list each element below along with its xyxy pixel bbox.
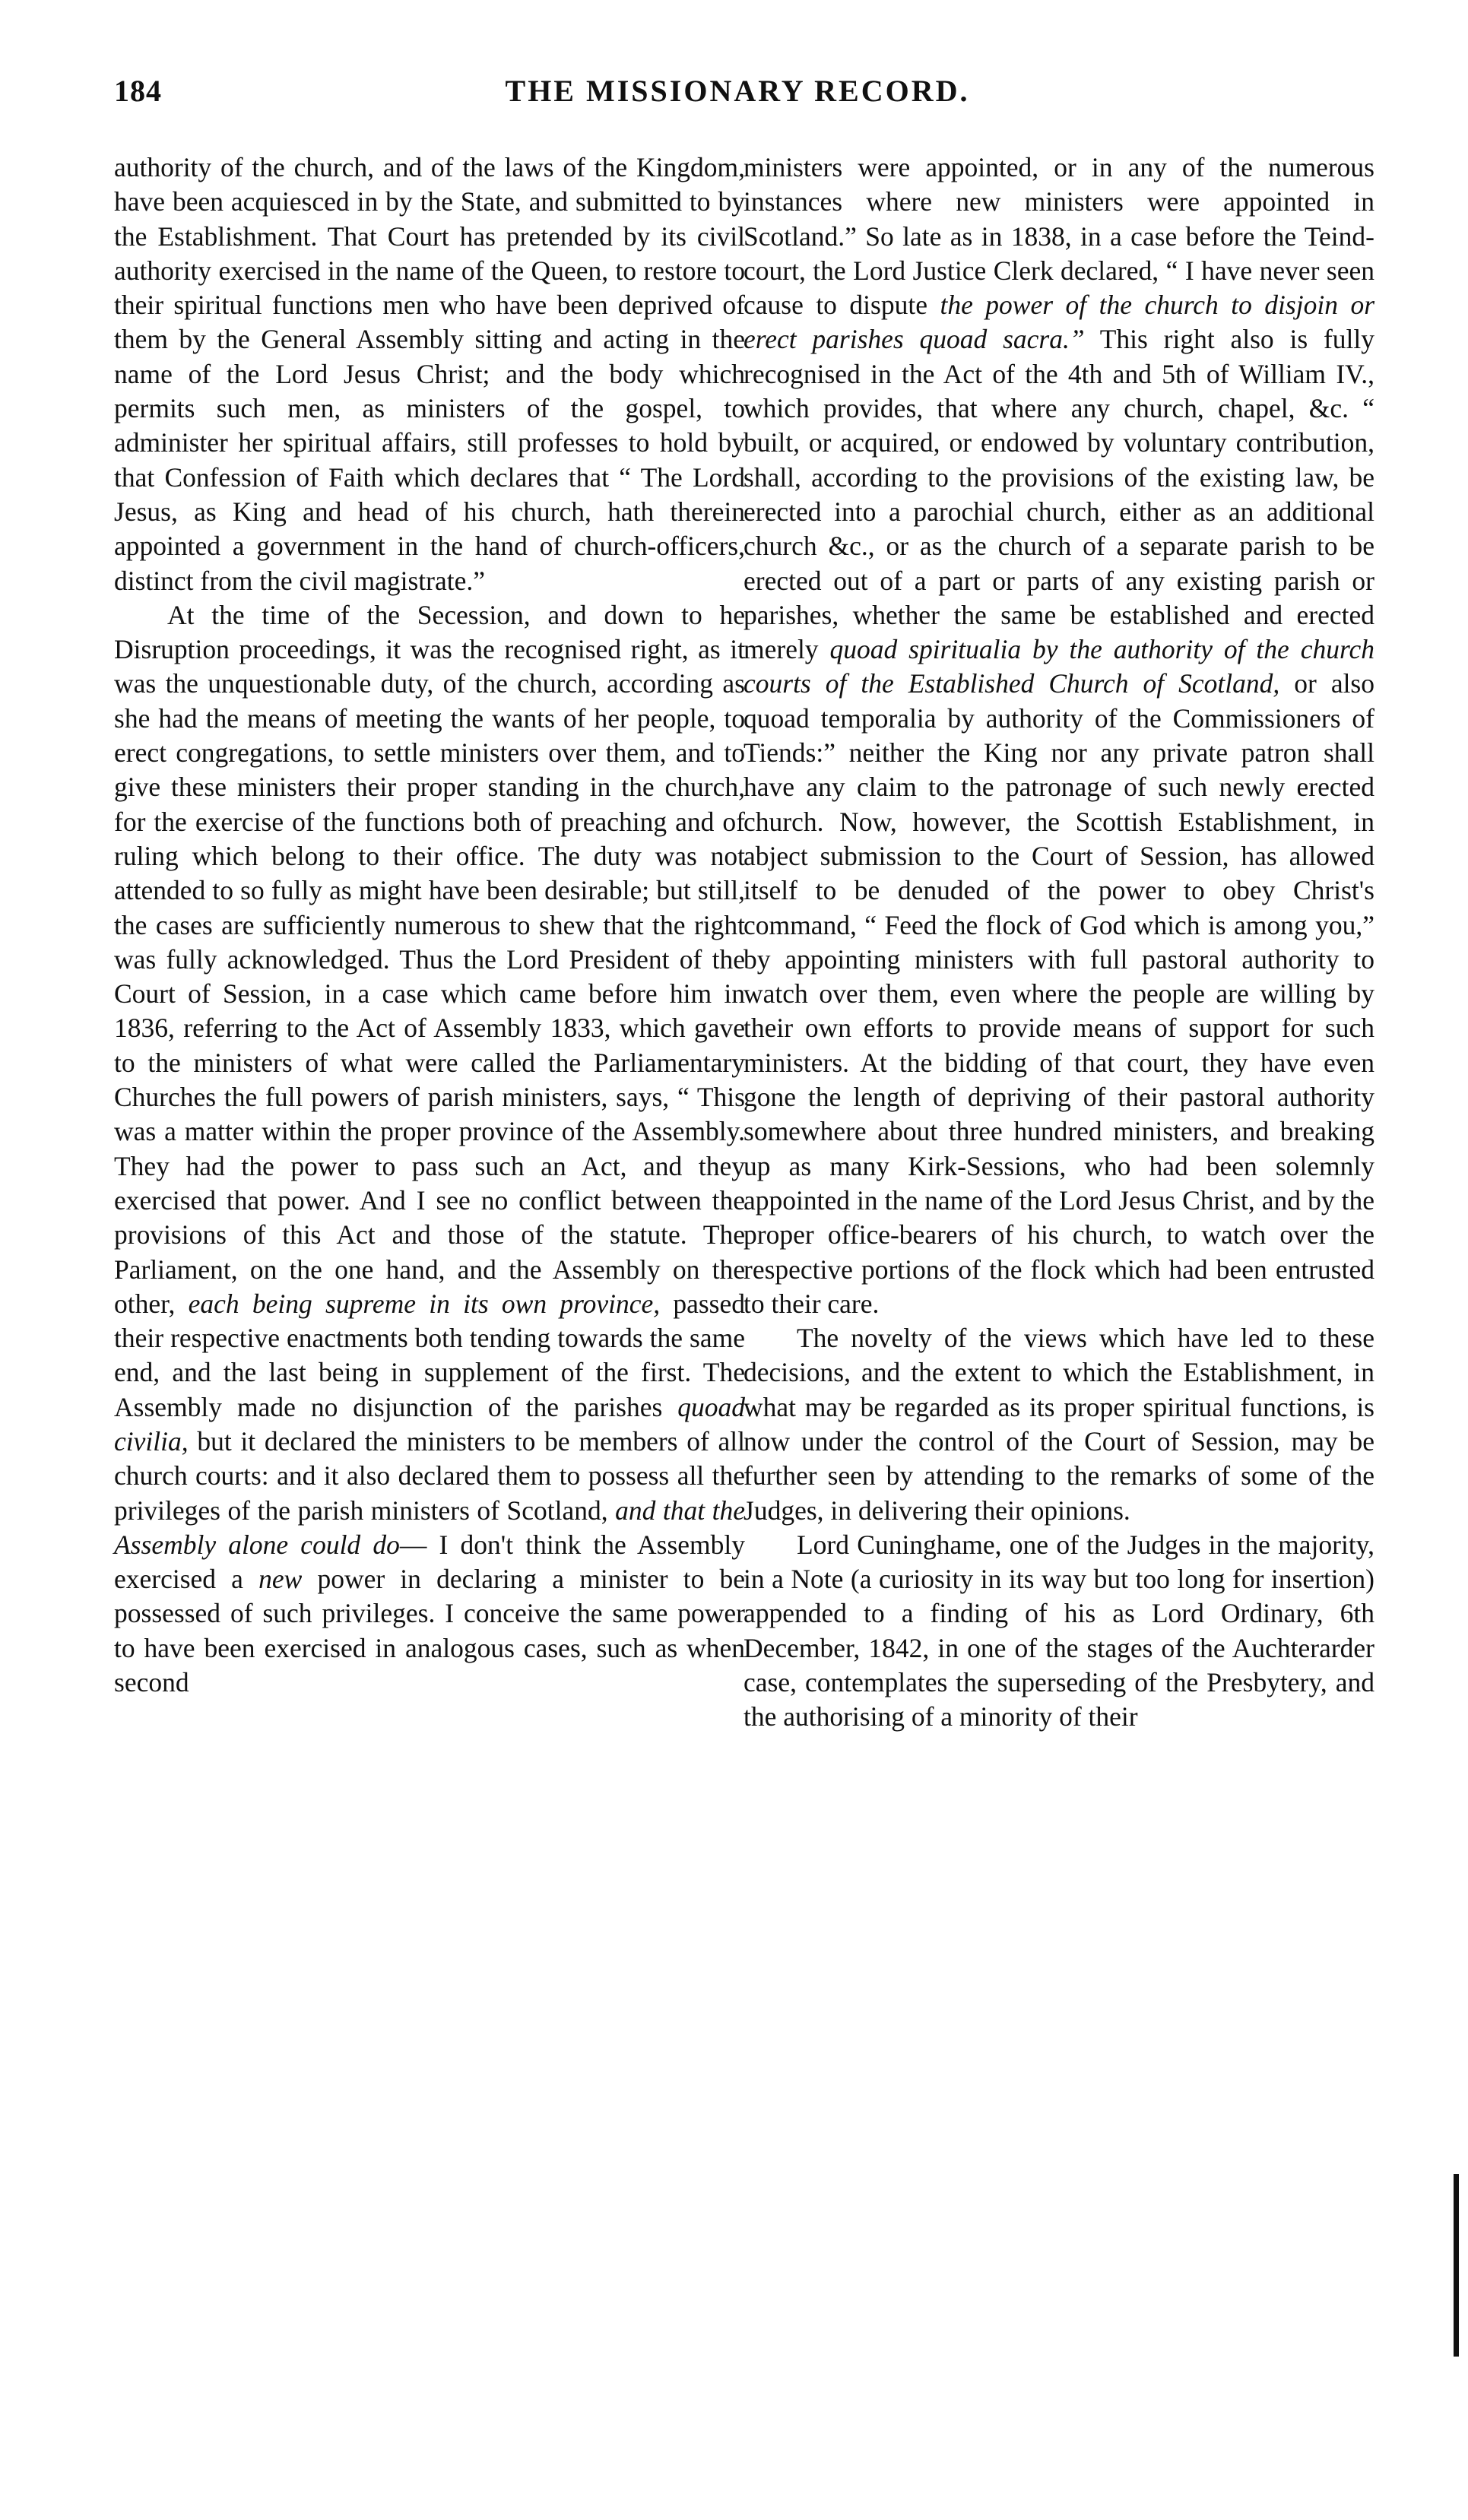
paragraph <box>114 598 745 1701</box>
italic-run: quoad spiritualia by the authority of the church courts of the Established Church of Scotland, <box>744 634 1374 699</box>
text-run: power in declaring a minister to be possessed of such privileges. I conceive the same power to have been exercised in analogous cases, such as when second <box>114 1564 745 1698</box>
text-column-left <box>114 151 745 1700</box>
text-run: This right also is fully recognised in the Act of the 4th and 5th of William IV., which provides, that where any church, chapel, &c. “ built, or acquired, or endowed by voluntary contribution, shall, according to the provisions of the existing law, be erected into a parochial church, either as an additional church &c., or as the church of a separate parish to be erected out of a part or parts of any existing parish or parishes, whether the same be established and erected merely <box>744 324 1375 665</box>
text-run: At the time of the Secession, and down to he Disruption proceedings, it was the recognised right, as it was the unquestionable duty, of the church, according as she had the means of meeting the wants of her people, to erect congregations, to settle ministers over them, and to give these ministers their proper standing in the church, for the exercise of the functions both of preaching and of ruling which belong to their office. The duty was not attended to so fully as might have been desirable; but still, the cases are sufficiently numerous to shew that the right was fully acknowledged. Thus the Lord President of the Court of Session, in a case which came before him in 1836, referring to the Act of Assembly 1833, which gave to the ministers of what were called the Parliamentary Churches the full powers of parish ministers, says, “ This was a matter within the proper province of the Assembly. They had the power to pass such an Act, and they exercised that power. And I see no conflict between the provisions of this Act and those of the statute. The Parliament, on the one hand, and the Assembly on the other, <box>114 599 745 1319</box>
italic-run: and that the Assembly alone could do <box>114 1495 745 1560</box>
text-column-right <box>744 151 1374 1735</box>
text-run: Lord Cuninghame, one of the Judges in the majority, in a Note (a curiosity in its way but too long for insertion) appended to a finding of his as Lord Ordinary, 6th December, 1842, in one of the stages of the Auchterarder case, contemplates the superseding of the Presbytery, and the authorising of a minority of their <box>744 1529 1374 1732</box>
italic-run: the power of the church to disjoin or erect parishes quoad sacra.” <box>744 290 1375 355</box>
text-run: — I don't think the Assembly exercised a <box>114 1529 746 1595</box>
paragraph <box>744 1321 1374 1528</box>
paragraph <box>744 1528 1374 1735</box>
italic-run: each being supreme in its own province, <box>188 1288 661 1319</box>
running-header <box>114 73 1361 128</box>
paragraph <box>744 151 1374 1321</box>
text-run: The novelty of the views which have led to these decisions, and the extent to which the Establishment, in what may be regarded as its proper spiritual functions, is now under the control of the Court of Session, may be further seen by attending to the remarks of some of the Judges, in delivering their opinions. <box>744 1323 1374 1526</box>
text-run: ministers were appointed, or in any of the numerous instances where new ministers were appointed in Scotland.” So late as in 1838, in a case before the Teind-court, the Lord Justice Clerk declared, “ I have never seen cause to dispute <box>744 152 1374 321</box>
text-run: but it declared the ministers to be members of all church courts: and it also declared them to possess all the privileges of the parish ministers of Scotland, <box>114 1425 745 1526</box>
italic-run: new <box>258 1564 303 1595</box>
text-run: or also quoad temporalia by authority of the Commissioners of Tiends:” neither the King nor any private patron shall have any claim to the patronage of such newly erected church. Now, however, the Scottish Establishment, in abject submission to the Court of Session, has allowed itself to be denuded of the power to obey Christ's command, “ Feed the flock of God which is among you,” by appointing ministers with full pastoral authority to watch over them, even where the people are willing by their own efforts to provide means of support for such ministers. At the bidding of that court, they have even gone the length of depriving of their pastoral authority somewhere about three hundred ministers, and breaking up as many Kirk-Sessions, who had been solemnly appointed in the name of the Lord Jesus Christ, and by the proper office-bearers of his church, to watch over the respective portions of the flock which had been entrusted to their care. <box>744 668 1374 1319</box>
running-title: THE MISSIONARY RECORD. <box>505 74 970 108</box>
text-run: passed their respective enactments both tending towards the same end, and the last being in supplement of the first. The Assembly made no disjunction of the parishes <box>114 1288 745 1422</box>
text-run: authority of the church, and of the laws of the Kingdom, have been acquiesced in by the State, and submitted to by the Establishment. That Court has pretended by its civil authority exercised in the name of the Queen, to restore to their spiritual functions men who have been deprived of them by the General Assembly sitting and acting in the name of the Lord Jesus Christ; and the body which permits such men, as ministers of the gospel, to administer her spiritual affairs, still professes to hold by that Confession of Faith which declares that “ The Lord Jesus, as King and head of his church, hath therein appointed a government in the hand of church-officers, distinct from the civil magistrate.” <box>114 152 745 596</box>
page-edge-mark <box>1454 2174 1459 2357</box>
page-number: 184 <box>114 74 162 108</box>
paragraph <box>114 151 745 598</box>
italic-run: quoad civilia, <box>114 1391 746 1457</box>
